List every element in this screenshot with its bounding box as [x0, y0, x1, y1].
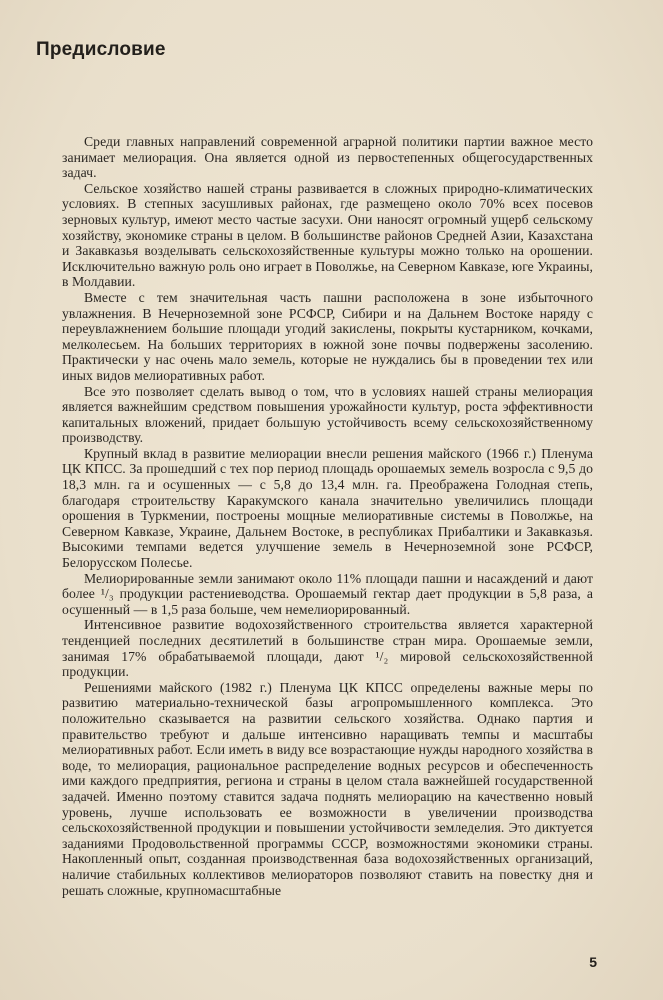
paragraph-3: Вместе с тем значительная часть пашни расположена в зоне избыточного увлажнения. В Нечерноземной зоне РСФСР, Сибири и на Дальнем Востоке наряду с переувлажнением большие площади угодий закислены, покрыты кустарником, кочками, мелколесьем. На больших территориях в южной зоне почвы подвержены засолению. Практически у нас очень мало земель, которые не нуждались бы в проведении тех или иных видов мелиоративных работ. — [62, 289, 593, 383]
page-title: Предисловие — [36, 39, 166, 60]
paragraph-1: Среди главных направлений современной аграрной политики партии важное место занимает мелиорация. Она является одной из первостепенных общегосударственных задач. — [62, 134, 593, 181]
page-number: 5 — [589, 954, 597, 970]
paragraph-2: Сельское хозяйство нашей страны развивается в сложных природно-климатических условиях. В степных засушливых районах, где размещено около 70% всех посевов зерновых культур, имеют место частые засухи. Они наносят огромный ущерб сельскому хозяйству, экономике страны в целом. В большинстве районов Средней Азии, Казахстана и Закавказья возделывать сельскохозяйственные культуры можно только на орошении. Исключительно важную роль оно играет в Поволжье, на Северном Кавказе, юге Украины, в Молдавии. — [62, 180, 593, 290]
paragraph-7: Интенсивное развитие водохозяйственного строительства является характерной тенденцией последних десятилетий в большинстве стран мира. Орошаемые земли, занимая 17% обрабатываемой площади, дают ¹/₂ мировой сельскохозяйственной продукции. — [62, 617, 593, 680]
paragraph-4: Все это позволяет сделать вывод о том, что в условиях нашей страны мелиорация является важнейшим средством повышения урожайности культур, роста эффективности капитальных вложений, придает большую устойчивость всему сельскохозяйственному производству. — [62, 383, 593, 446]
paragraph-5: Крупный вклад в развитие мелиорации внесли решения майского (1966 г.) Пленума ЦК КПСС. За прошедший с тех пор период площадь орошаемых земель возросла с 9,5 до 18,3 млн. га и осушенных — с 5,8 до 13,4 млн. га. Преображена Голодная степь, благодаря строительству Каракумского канала значительно увеличились площади орошения в Туркмении, построены мощные мелиоративные системы в Поволжье, на Северном Кавказе, Украине, Дальнем Востоке, в республиках Прибалтики и Закавказья. Высокими темпами ведется улучшение земель в Нечерноземной зоне РСФСР, Белорусском Полесье. — [62, 445, 593, 571]
body-text — [62, 134, 593, 898]
paragraph-8: Решениями майского (1982 г.) Пленума ЦК КПСС определены важные меры по развитию материально-технической базы агропромышленного комплекса. Это положительно сказывается на развитии сельского хозяйства. Однако партия и правительство требуют и дальше интенсивно наращивать темпы и масштабы мелиоративных работ. Если иметь в виду все возрастающие нужды народного хозяйства в воде, то мелиорация, рациональное распределение водных ресурсов и обеспеченность ими каждого предприятия, региона и страны в целом стала важнейшей государственной задачей. Именно поэтому ставится задача поднять мелиорацию на качественно новый уровень, лучше использовать ее возможности в увеличении производства сельскохозяйственной продукции и повышении устойчивости земледелия. Это диктуется заданиями Продовольственной программы СССР, возможностями экономики страны. Накопленный опыт, созданная производственная база водохозяйственных организаций, наличие стабильных коллективов мелиораторов позволяют ставить на повестку дня и решать сложные, крупномасштабные — [62, 679, 593, 898]
paragraph-6: Мелиорированные земли занимают около 11% площади пашни и насаждений и дают более ¹/₃ продукции растениеводства. Орошаемый гектар дает продукции в 5,8 раза, а осушенный — в 1,5 раза больше, чем немелиорированный. — [62, 570, 593, 617]
